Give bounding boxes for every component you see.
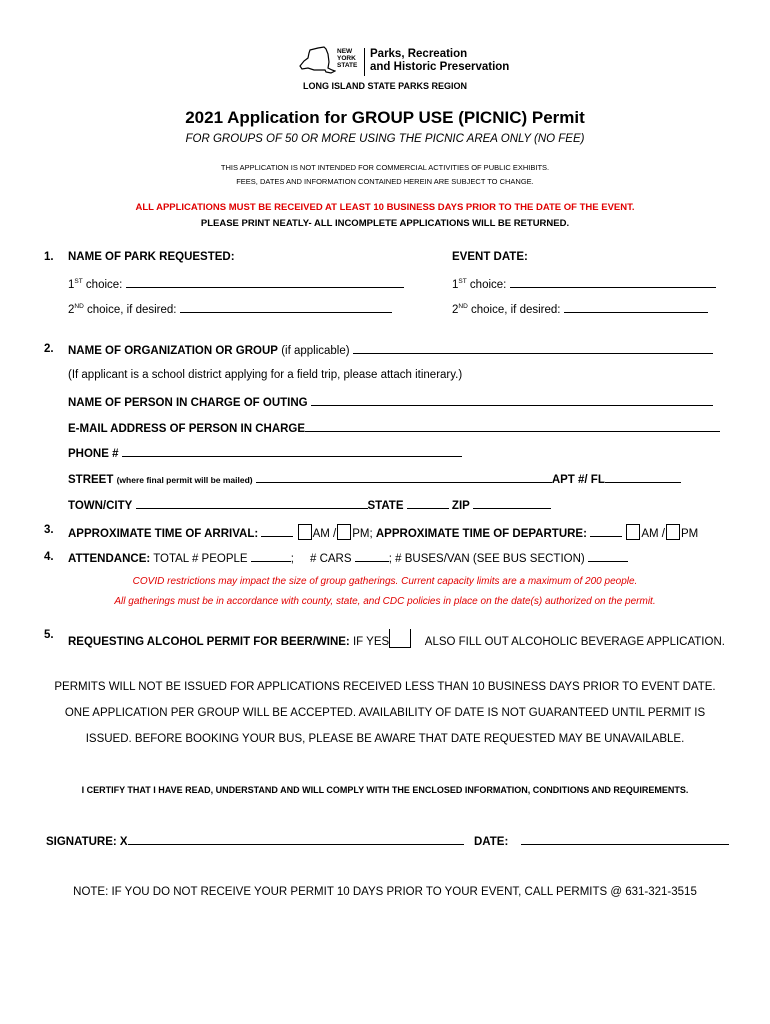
alcohol-application-note: ALSO FILL OUT ALCOHOLIC BEVERAGE APPLICATION. [424,636,725,648]
street-field[interactable] [256,472,552,483]
if-yes-label: IF YES [352,636,390,648]
person-in-charge-row [68,395,713,409]
person-in-charge-field[interactable] [311,395,713,406]
date-field[interactable] [521,834,729,845]
page-title: 2021 Application for GROUP USE (PICNIC) Permit [185,108,585,127]
school-district-note: (If applicant is a school district applying for a field trip, please attach itinerary.) [68,369,463,381]
town-label: TOWN/CITY [68,500,133,512]
agency-name: Parks, Recreation and Historic Preservation [370,48,510,73]
organization-suffix: (if applicable) [281,345,350,357]
separator: ; [388,553,392,565]
region-name: LONG ISLAND STATE PARKS REGION [302,81,467,91]
policy-line-2: ONE APPLICATION PER GROUP WILL BE ACCEPTED. AVAILABILITY OF DATE IS NOT GUARANTEED UNTIL PERMIT IS [64,707,706,719]
arrival-departure-row [68,524,698,540]
date-first-choice-field[interactable] [510,277,716,288]
park-first-choice: 1ST choice: [68,277,404,291]
signature-row [46,834,464,848]
section-2-number: 2. [44,343,54,355]
covid-policy-notice: All gatherings must be in accordance with county, state, and CDC policies in place on the date(s) authorized on the permit. [114,596,656,607]
nys-parks-logo [298,46,510,80]
cars-field[interactable] [355,551,389,562]
total-people-label: TOTAL # PEOPLE [153,553,248,565]
footer-note: NOTE: IF YOU DO NOT RECEIVE YOUR PERMIT 10 DAYS PRIOR TO YOUR EVENT, CALL PERMITS @ 631-321-3515 [73,886,697,898]
state-field[interactable] [407,498,449,509]
arrival-am-label: AM / [312,528,337,540]
phone-label: PHONE # [68,448,119,460]
date-second-choice-field[interactable] [564,302,708,313]
park-second-choice-field[interactable] [180,302,392,313]
buses-label: # BUSES/VAN (SEE BUS SECTION) [395,553,585,565]
departure-am-label: AM / [641,528,665,540]
park-requested-label: NAME OF PARK REQUESTED: [68,251,235,263]
separator: ; [290,553,294,565]
park-second-choice: 2ND choice, if desired: [68,302,392,316]
arrival-label: APPROXIMATE TIME OF ARRIVAL: [68,528,259,540]
section-3-number: 3. [44,524,54,536]
alcohol-checkbox[interactable] [389,629,411,648]
buses-field[interactable] [588,551,628,562]
departure-label: APPROXIMATE TIME OF DEPARTURE: [375,528,587,540]
date-row [474,834,729,848]
section-1-number: 1. [44,251,54,263]
arrival-time-field[interactable] [261,526,293,537]
arrival-pm-label: PM; [352,528,373,540]
alcohol-label: REQUESTING ALCOHOL PERMIT FOR BEER/WINE: [68,636,350,648]
deadline-warning: ALL APPLICATIONS MUST BE RECEIVED AT LEAST 10 BUSINESS DAYS PRIOR TO THE DATE OF THE EVENT. [135,202,635,213]
certification-statement: I CERTIFY THAT I HAVE READ, UNDERSTAND AND WILL COMPLY WITH THE ENCLOSED INFORMATION, CONDITIONS AND REQUIREMENTS. [81,785,689,795]
apt-field[interactable] [605,472,681,483]
attendance-label: ATTENDANCE: [68,553,151,565]
departure-time-field[interactable] [590,526,622,537]
state-label: STATE [367,500,404,512]
logo-divider [364,48,365,76]
email-row [68,421,720,435]
total-people-field[interactable] [251,551,291,562]
street-row [68,472,681,486]
organization-label: NAME OF ORGANIZATION OR GROUP [68,345,278,357]
departure-pm-label: PM [680,528,699,540]
organization-field[interactable] [353,343,713,354]
section-5-number: 5. [44,629,54,641]
signature-label: SIGNATURE: X [46,836,128,848]
covid-capacity-notice: COVID restrictions may impact the size of group gatherings. Current capacity limits are a maximum of 200 people. [132,576,638,587]
event-date-label: EVENT DATE: [452,251,528,263]
notice-subject-to-change: FEES, DATES AND INFORMATION CONTAINED HEREIN ARE SUBJECT TO CHANGE. [236,177,534,186]
date-second-choice: 2ND choice, if desired: [452,302,708,316]
apt-label: APT #/ FL [551,474,605,486]
policy-line-3: ISSUED. BEFORE BOOKING YOUR BUS, PLEASE BE AWARE THAT DATE REQUESTED MAY BE UNAVAILABLE. [85,733,685,745]
notice-commercial: THIS APPLICATION IS NOT INTENDED FOR COMMERCIAL ACTIVITIES OF PUBLIC EXHIBITS. [220,163,550,172]
town-field[interactable] [136,498,368,509]
print-neatly-notice: PLEASE PRINT NEATLY- ALL INCOMPLETE APPLICATIONS WILL BE RETURNED. [200,218,570,229]
alcohol-row [68,629,725,648]
email-field[interactable] [305,421,720,432]
departure-am-checkbox[interactable] [626,524,640,540]
date-label: DATE: [474,836,509,848]
policy-line-1: PERMITS WILL NOT BE ISSUED FOR APPLICATIONS RECEIVED LESS THAN 10 BUSINESS DAYS PRIOR TO EVENT DATE. [54,681,716,693]
person-in-charge-label: NAME OF PERSON IN CHARGE OF OUTING [68,397,308,409]
date-first-choice: 1ST choice: [452,277,716,291]
section-4-number: 4. [44,551,54,563]
park-first-choice-field[interactable] [126,277,404,288]
email-label: E-MAIL ADDRESS OF PERSON IN CHARGE [68,423,306,435]
zip-field[interactable] [473,498,551,509]
new-york-state-map-icon [298,46,336,78]
departure-pm-checkbox[interactable] [666,524,680,540]
arrival-pm-checkbox[interactable] [337,524,351,540]
cars-label: # CARS [309,553,352,565]
organization-row [68,343,713,357]
town-row [68,498,551,512]
zip-label: ZIP [451,500,470,512]
street-label: STREET [68,474,114,486]
page-subtitle: FOR GROUPS OF 50 OR MORE USING THE PICNIC AREA ONLY (NO FEE) [185,133,585,145]
arrival-am-checkbox[interactable] [298,524,312,540]
phone-field[interactable] [122,446,462,457]
phone-row [68,446,462,460]
attendance-row [68,551,628,565]
street-note: (where final permit will be mailed) [116,475,253,485]
signature-field[interactable] [128,834,464,845]
logo-state-text: NEW YORK STATE [337,48,358,69]
